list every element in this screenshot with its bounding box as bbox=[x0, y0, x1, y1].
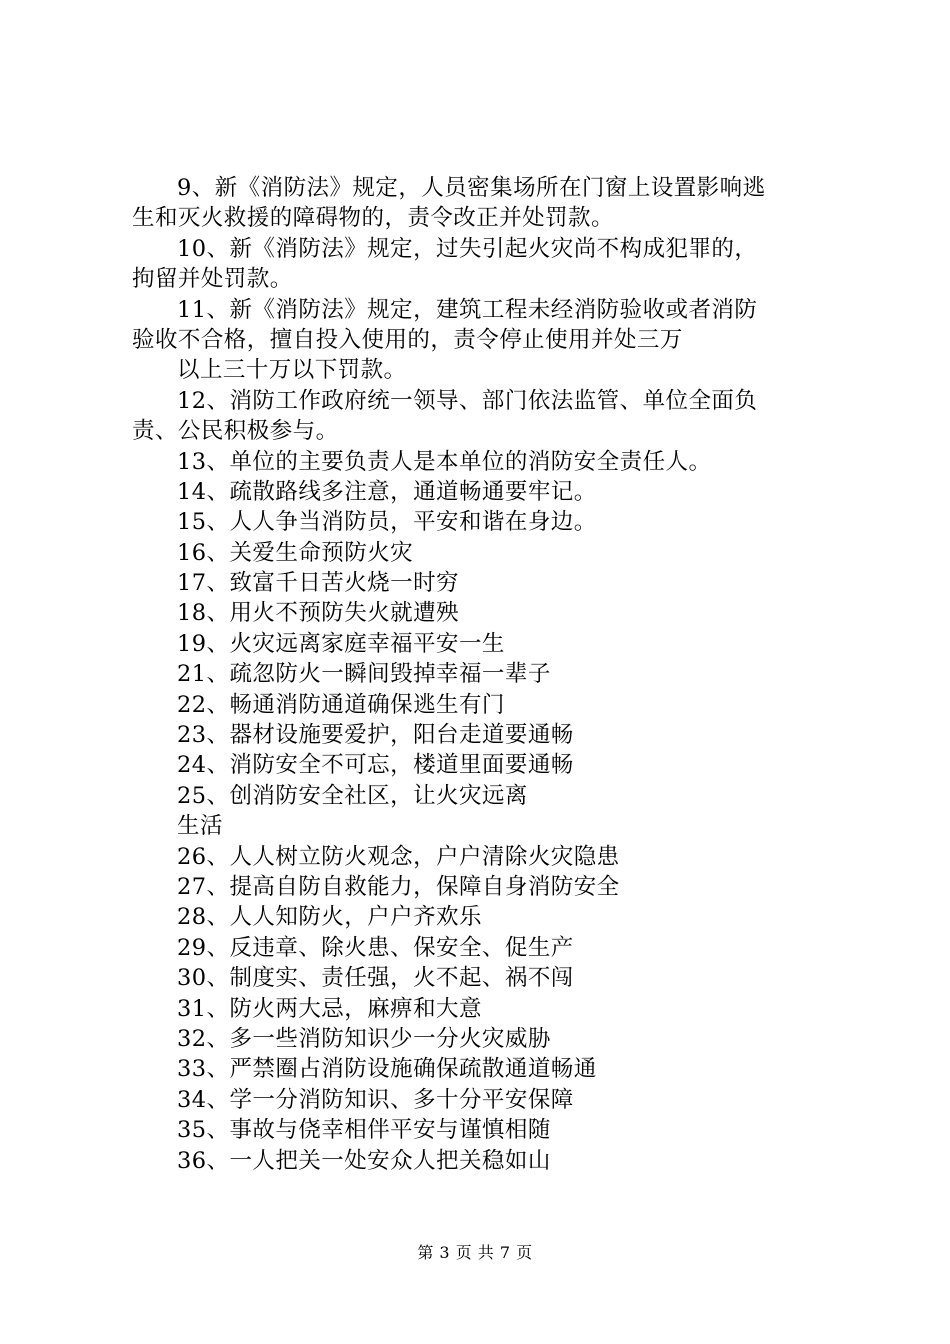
text-line: 生活 bbox=[177, 813, 223, 840]
text-line: 验收不合格，擅自投入使用的，责令停止使用并处三万 bbox=[132, 326, 683, 353]
text-line: 34、学一分消防知识、多十分平安保障 bbox=[177, 1086, 574, 1113]
text-line: 生和灭火救援的障碍物的，责令改正并处罚款。 bbox=[132, 205, 614, 232]
text-line: 14、疏散路线多注意，通道畅通要牢记。 bbox=[177, 478, 597, 505]
text-line: 24、消防安全不可忘，楼道里面要通畅 bbox=[177, 752, 574, 779]
document-body bbox=[132, 173, 832, 1176]
text-line: 28、人人知防火，户户齐欢乐 bbox=[177, 904, 482, 931]
text-line: 9、新《消防法》规定，人员密集场所在门窗上设置影响逃 bbox=[177, 175, 766, 201]
text-line: 35、事故与侥幸相伴平安与谨慎相随 bbox=[177, 1117, 551, 1144]
text-line: 11、新《消防法》规定，建筑工程未经消防验收或者消防 bbox=[177, 296, 758, 323]
text-line: 22、畅通消防通道确保逃生有门 bbox=[177, 691, 505, 718]
text-line: 29、反违章、除火患、保安全、促生产 bbox=[177, 934, 574, 961]
text-line: 25、创消防安全社区，让火灾远离 bbox=[177, 782, 528, 809]
text-line: 31、防火两大忌，麻痹和大意 bbox=[177, 995, 482, 1022]
text-line: 15、人人争当消防员，平安和谐在身边。 bbox=[177, 509, 597, 536]
text-line: 13、单位的主要负责人是本单位的消防安全责任人。 bbox=[177, 448, 712, 475]
page-footer: 第 3 页 共 7 页 bbox=[417, 1243, 533, 1262]
text-line: 18、用火不预防失火就遭殃 bbox=[177, 600, 459, 627]
text-line: 36、一人把关一处安众人把关稳如山 bbox=[177, 1147, 551, 1174]
text-line: 26、人人树立防火观念，户户清除火灾隐患 bbox=[177, 843, 620, 870]
text-line: 16、关爱生命预防火灾 bbox=[177, 539, 414, 566]
text-line: 17、致富千日苦火烧一时穷 bbox=[177, 570, 459, 597]
text-line: 拘留并处罚款。 bbox=[132, 266, 293, 293]
text-line: 32、多一些消防知识少一分火灾威胁 bbox=[177, 1025, 551, 1052]
text-line: 27、提高自防自救能力，保障自身消防安全 bbox=[177, 873, 620, 900]
text-line: 19、火灾远离家庭幸福平安一生 bbox=[177, 630, 505, 657]
text-line: 33、严禁圈占消防设施确保疏散通道畅通 bbox=[177, 1056, 597, 1083]
text-line: 10、新《消防法》规定，过失引起火灾尚不构成犯罪的， bbox=[177, 235, 758, 262]
text-line: 责、公民积极参与。 bbox=[132, 418, 339, 445]
text-line: 12、消防工作政府统一领导、部门依法监管、单位全面负 bbox=[177, 387, 758, 414]
text-line: 21、疏忽防火一瞬间毁掉幸福一辈子 bbox=[177, 661, 551, 688]
text-line: 以上三十万以下罚款。 bbox=[177, 357, 407, 384]
text-line: 23、器材设施要爱护，阳台走道要通畅 bbox=[177, 722, 574, 749]
text-line: 30、制度实、责任强，火不起、祸不闯 bbox=[177, 965, 574, 992]
